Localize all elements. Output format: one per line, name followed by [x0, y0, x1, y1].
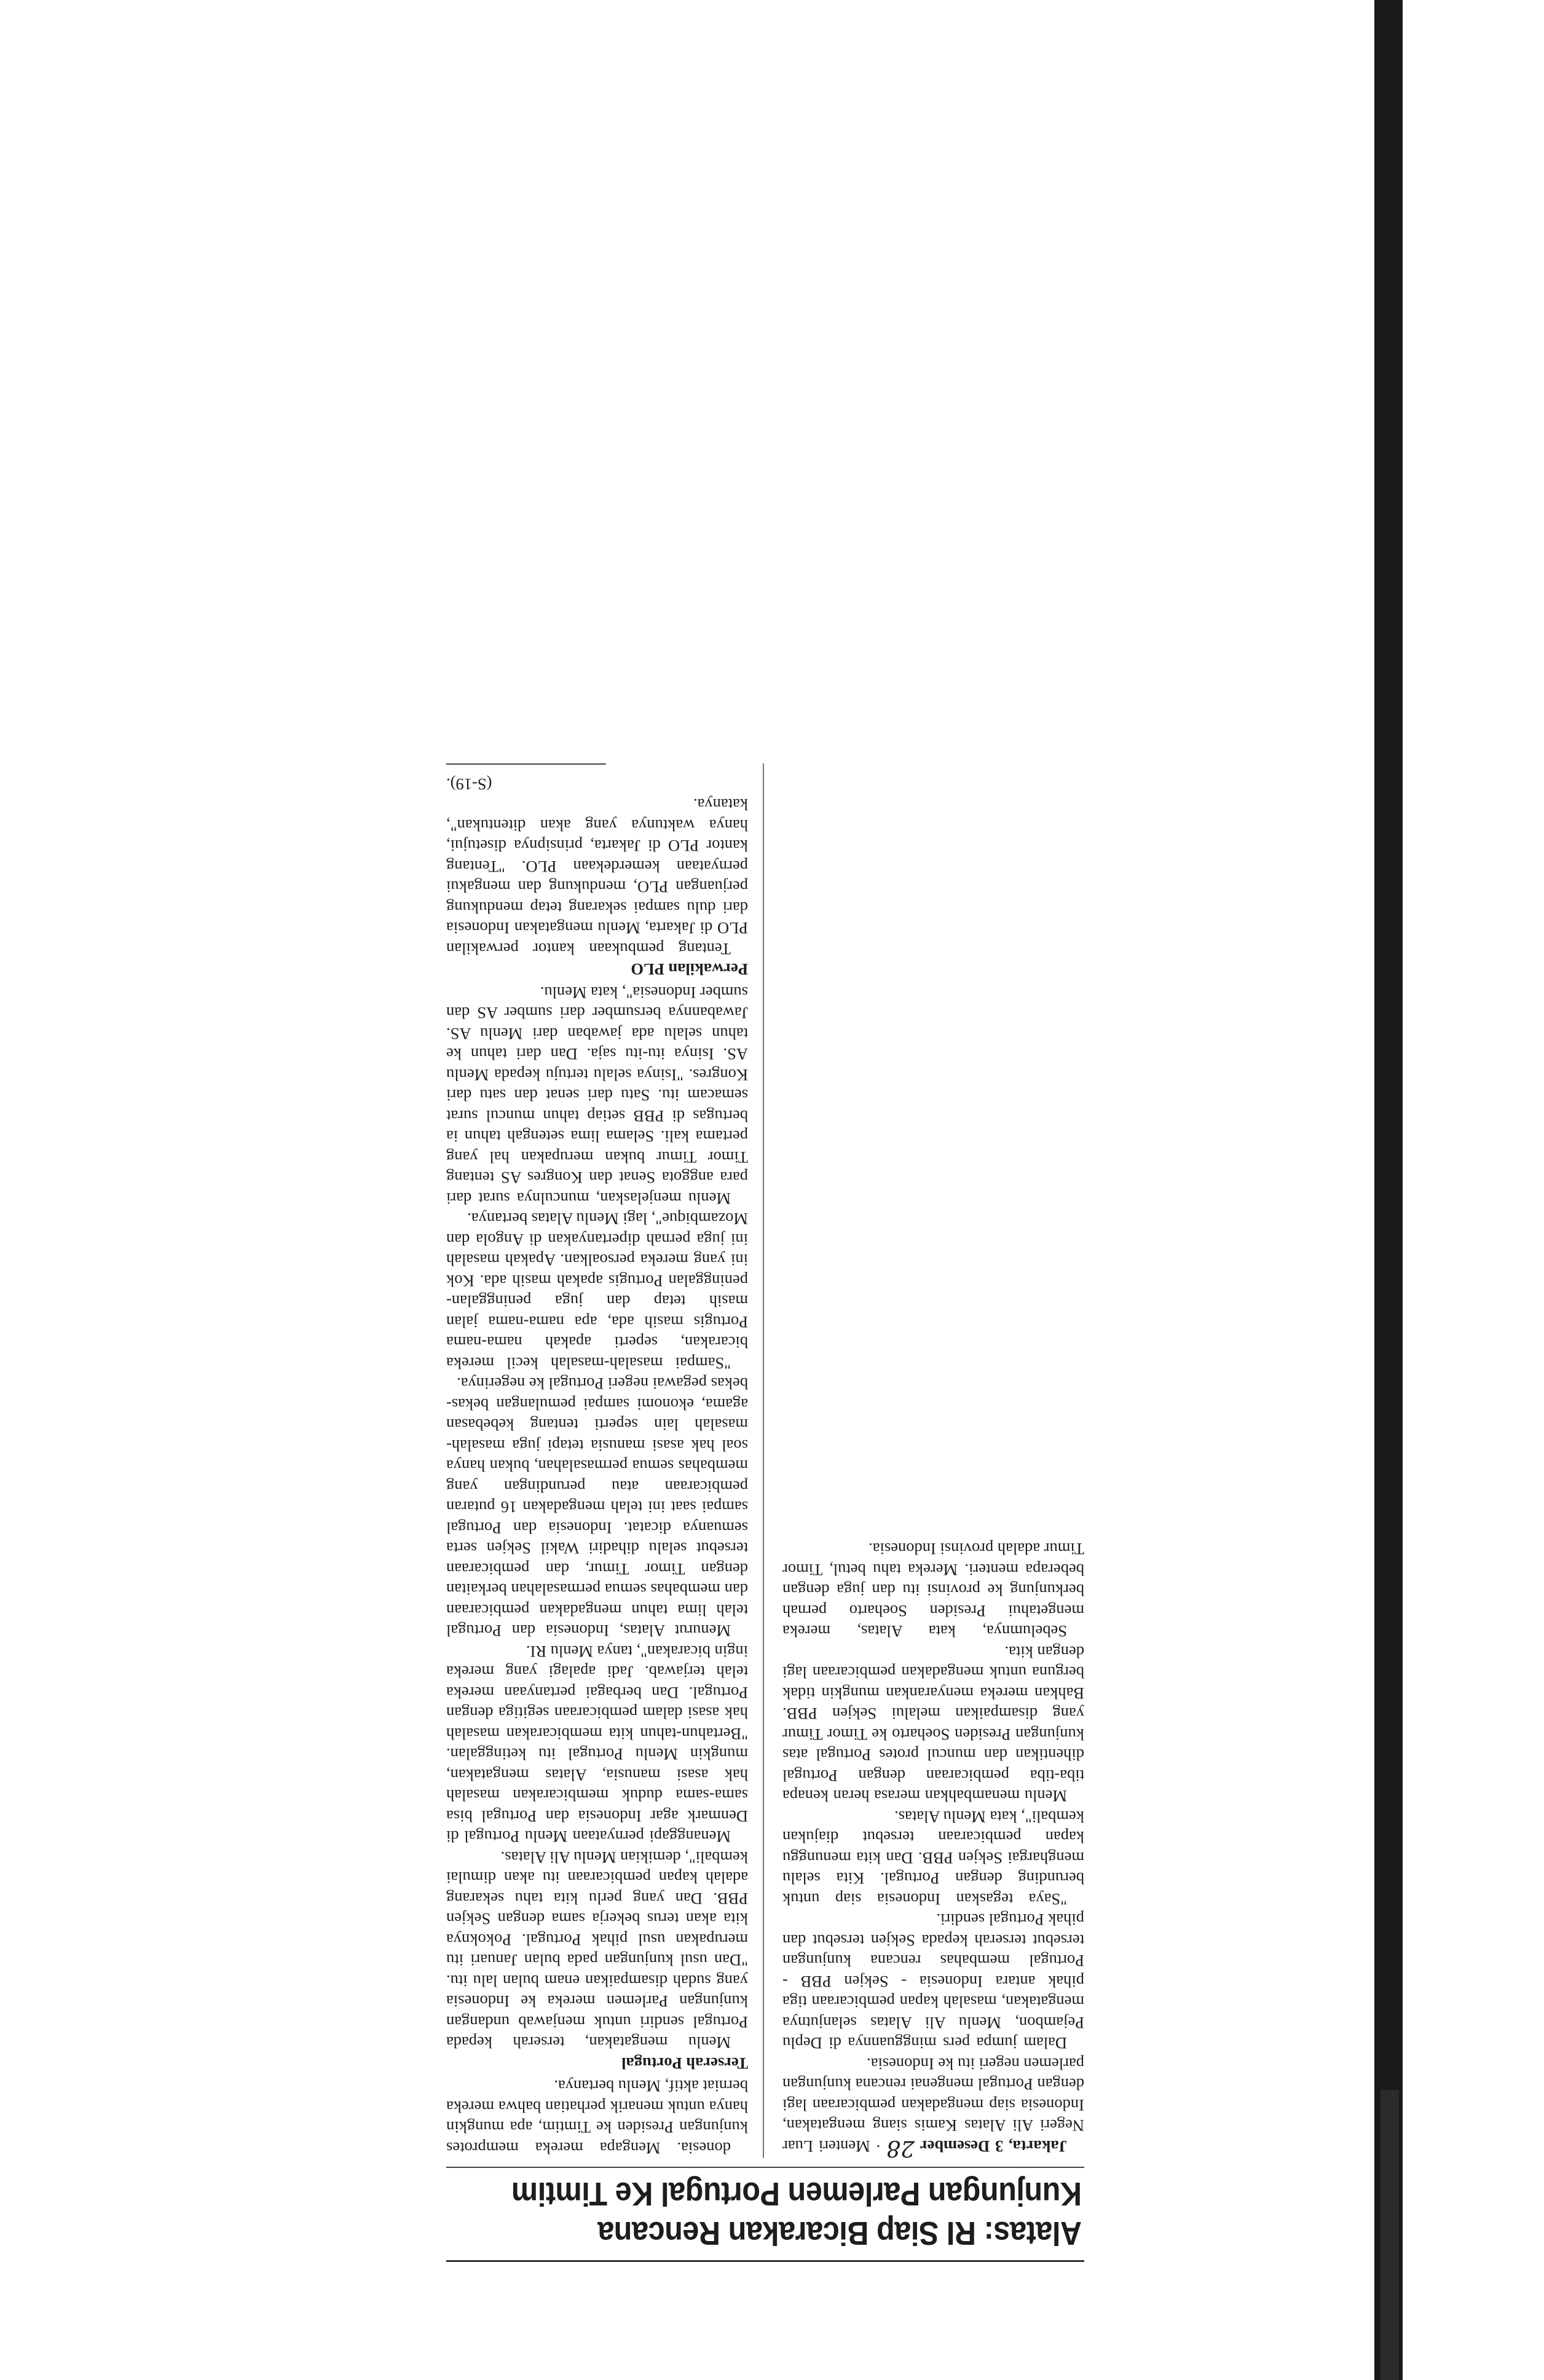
article-paragraph: "Saya tegaskan Indonesia siap untuk berunding dengan Portugal. Kita selalu menghargai Sekjen PBB. Dan kita menunggu kapan pembicaraan tersebut diajukan kembali", kata Menlu Alatas.	[782, 1808, 1084, 1909]
headline-bottom-rule	[446, 2167, 1084, 2168]
end-rule	[446, 764, 606, 765]
dateline: Jakarta, 3 Desember	[920, 2137, 1067, 2156]
article-body	[443, 764, 1088, 2159]
article-paragraph: donesia. Mengapa mereka memprotes kunjungan Presiden ke Timtim, apa mungkin hanya untuk menarik perhatian bahwa mereka berniat aktif, Menlu bertanya.	[446, 2077, 748, 2157]
newspaper-clipping	[443, 141, 1088, 2262]
subheading: Terserah Portugal	[621, 2054, 748, 2073]
article-paragraph: Menlu mengatakan, terserah kepada Portugal sendiri untuk menjawab undangan kunjungan Parlemen mereka ke Indonesia yang sudah disampaikan enam bulan lalu itu. "Dan usul kunjungan pada bulan Januari itu merupakan usul pihak Portugal. Pokoknya kita akan terus bekerja sama dengan Sekjen PBB. Dan yang perlu kita tahu sekarang adalah kapan pembicaraan itu akan dimulai kembali", demikian Menlu Ali Alatas.	[446, 1848, 748, 2052]
scan-edge-shadow	[1374, 0, 1403, 2380]
article-paragraph: "Sampai masalah-masalah kecil mereka bicarakan, seperti apakah nama-nama Portugis masih ada, apa nama-nama jalan masih tetap dan juga peninggalan-peninggalan Portugis apakah masih ada. Kok ini yang mereka persoalkan. Apakah masalah ini juga pernah dipertanyakan di Angola dan Mozambique", lagi Menlu Alatas bertanya.	[446, 1210, 748, 1373]
article-column-1	[782, 764, 1084, 2159]
author-code: (S-19).	[446, 775, 492, 794]
article-paragraph: Sebelumnya, kata Alatas, mereka mengetahui Presiden Soeharto pernah berkunjung ke provinsi itu dan juga dengan beberapa menteri. Mereka tahu betul, Timor Timur adalah provinsi Indonesia.	[782, 1540, 1084, 1641]
article-paragraph: Dalam jumpa pers mingguannya di Deplu Pejambon, Menlu Ali Alatas selanjutnya mengatakan, masalah kapan pembicaraan tiga pihak antara Indonesia - Sekjen PBB - Portugal membahas rencana kunjungan tersebut terserah kepada Sekjen tersebut dan pihak Portugal sendiri.	[782, 1910, 1084, 2053]
article-paragraph: Tentang pembukaan kantor perwakilan PLO di Jakarta, Menlu mengatakan Indonesia dari dulu sampai sekarang tetap mendukung perjuangan PLO, mendukung dan mengakui pernyataan kemerdekaan PLO. "Tentang kantor PLO di Jakarta, prinsipnya disetujui, hanya waktunya yang akan ditentukan", katanya.	[446, 795, 748, 958]
article-paragraph: Menurut Alatas, Indonesia dan Portugal telah lima tahun mengadakan pembicaraan dan membahas semua permasalahan berkaitan dengan Timor Timur, dan pembicaraan tersebut selalu dihadiri Wakil Sekjen serta semuanya dicatat. Indonesia dan Portugal sampai saat ini telah mengadakan 16 putaran pembicaraan atau perundingan yang membahas semua permasalahan, bukan hanya soal hak asasi manusia tetapi juga masalah-masalah lain seperti tentang kebebasan agama, ekonomi sampai pemulangan bekas-bekas pegawai negeri Portugal ke negerinya.	[446, 1374, 748, 1641]
handwritten-initials: 28	[886, 2135, 915, 2161]
article-column-2	[446, 764, 764, 2159]
article-paragraph	[782, 2054, 1084, 2159]
subheading: Perwakilan PLO	[631, 960, 748, 979]
scan-edge-shadow-lower	[1381, 2090, 1399, 2380]
headline: Alatas: RI Siap Bicarakan Rencana Kunjungan Parlemen Portugal Ke Timtim	[511, 2175, 1082, 2252]
article-paragraph: Menlu menjelaskan, munculnya surat dari para anggota Senat dan Kongres AS tentang Timor Timur bukan merupakan hal yang pertama kali. Selama lima setengah tahun ia bertugas di PBB setiap tahun muncul surat semacam itu. Satu dari senat dan satu dari Kongres. "Isinya selalu tertuju kepada Menlu AS. Isinya itu-itu saja. Dan dari tahun ke tahun selalu ada jawaban dari Menlu AS. Jawabannya bersumber dari sumber AS dan sumber Indonesia", kata Menlu.	[446, 983, 748, 1208]
article-paragraph: Menanggapi pernyataan Menlu Portugal di Denmark agar Indonesia dan Portugal bisa sama-sama duduk membicarakan masalah hak asasi manusia, Alatas mengatakan, mungkin Menlu Portugal itu ketinggalan. "Bertahun-tahun kita membicarakan masalah hak asasi dalam pembicaraan segitiga dengan Portugal. Dan berbagai pertanyaan mereka telah terjawab. Jadi apalagi yang mereka ingin bicarakan", tanya Menlu RI.	[446, 1642, 748, 1846]
headline-top-rule	[446, 2260, 1084, 2262]
article-paragraph: Menlu menambahkan merasa heran kenapa tiba-tiba pembicaraan dengan Portugal dihentikan dan muncul protes Portugal atas kunjungan Presiden Soeharto ke Timor Timur yang disampaikan melalui Sekjen PBB. Bahkan mereka menyarankan mungkin tidak berguna untuk mengadakan pembicaraan lagi dengan kita.	[782, 1643, 1084, 1806]
paragraph-text: · Menteri Luar Negeri Ali Alatas Kamis siang mengatakan, Indonesia siap mengadakan pembicaraan lagi dengan Portugal mengenai rencana kunjungan parlemen negeri itu ke Indonesia.	[782, 2055, 1084, 2156]
